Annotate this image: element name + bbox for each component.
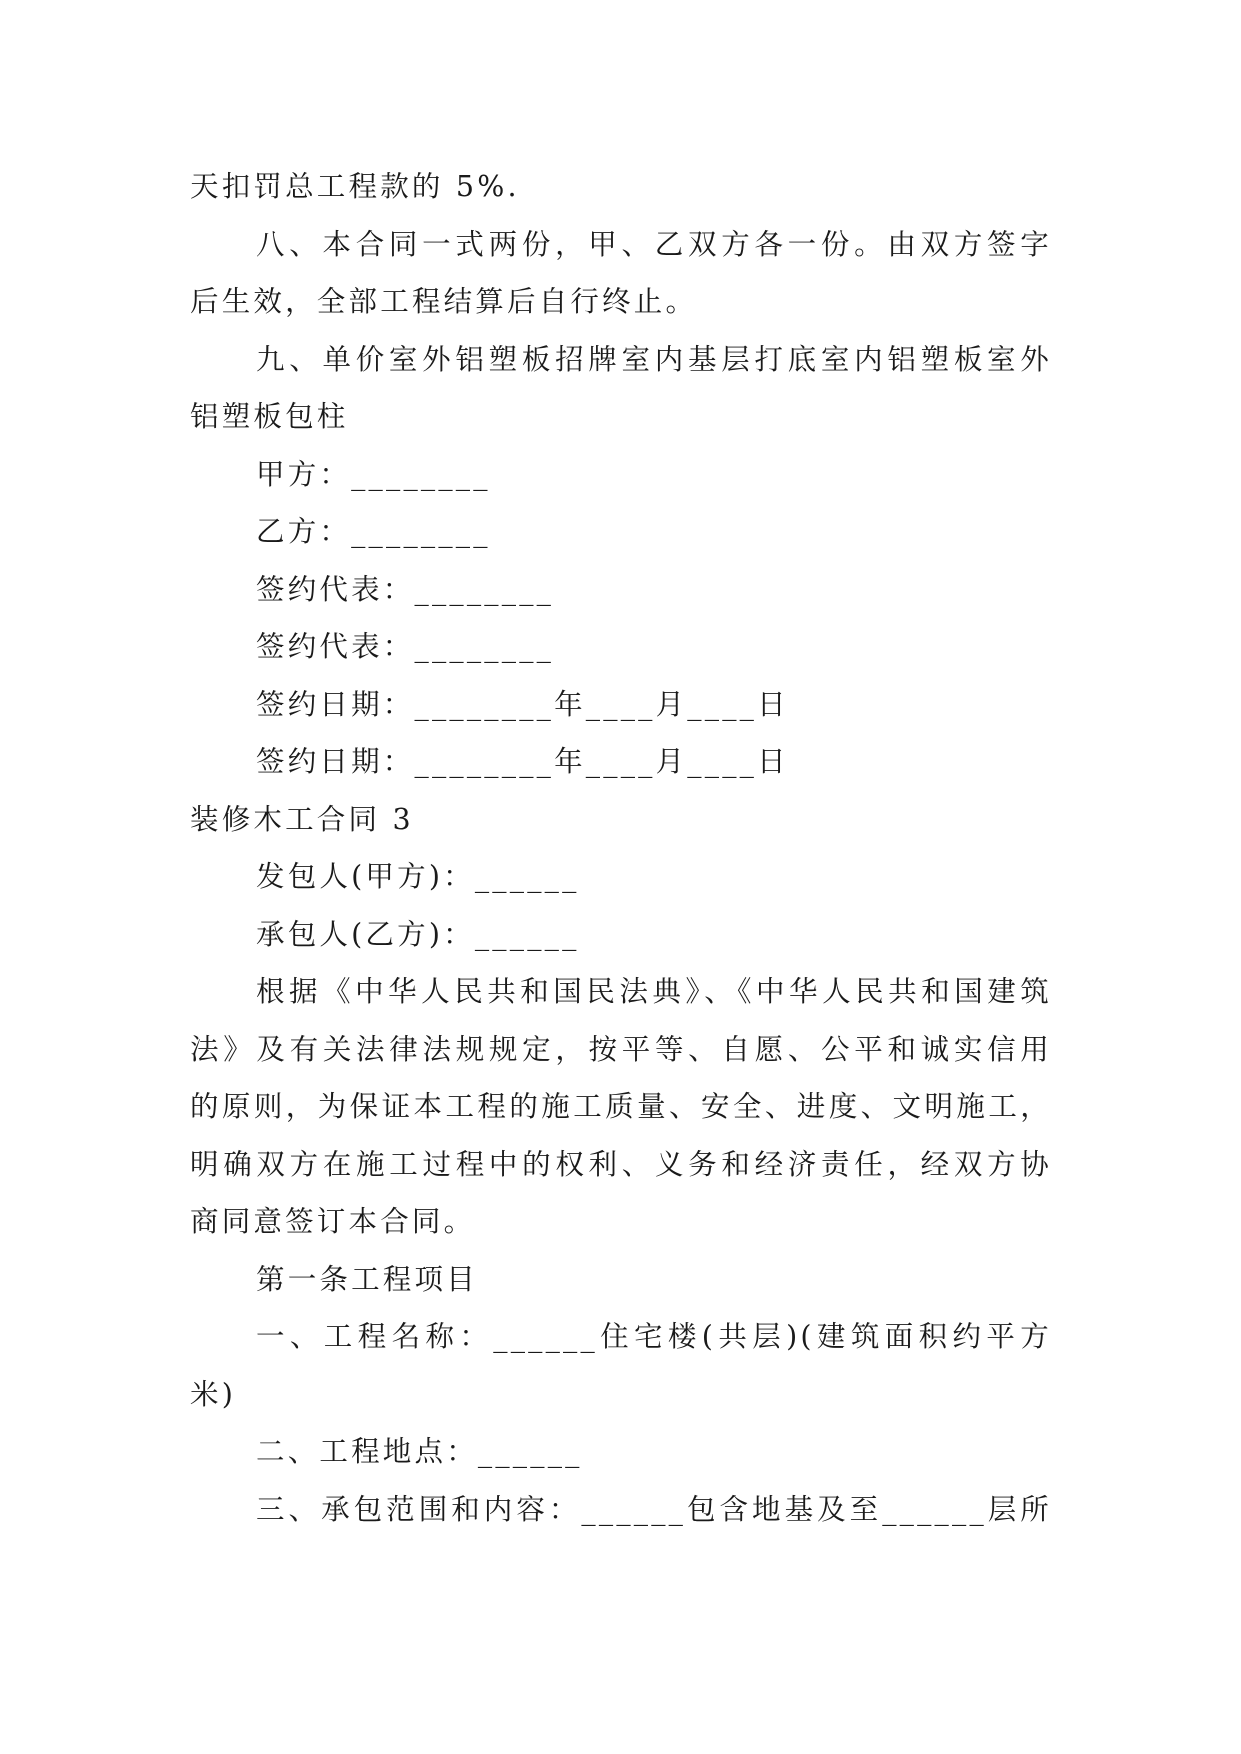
text-line: 甲方：________: [256, 457, 491, 491]
text-line: 米): [190, 1377, 237, 1411]
text-line: 天扣罚总工程款的 5%.: [190, 170, 520, 203]
text-line: 商同意签订本合同。: [190, 1205, 476, 1238]
text-line: 根据《中华人民共和国民法典》、《中华人民共和国建筑: [256, 975, 1052, 1008]
text-line: 二、工程地点：______: [256, 1435, 583, 1468]
text-line: 法》及有关法律法规规定，按平等、自愿、公平和诚实信用: [190, 1032, 1052, 1066]
document-page: [190, 158, 1052, 1538]
text-line: 第一条工程项目: [256, 1262, 478, 1296]
text-line: 后生效，全部工程结算后自行终止。: [190, 285, 698, 318]
text-line: 铝塑板包柱: [190, 400, 349, 433]
text-line: 八、本合同一式两份，甲、乙双方各一份。由双方签字: [256, 227, 1052, 261]
text-line: 明确双方在施工过程中的权利、义务和经济责任，经双方协: [190, 1147, 1052, 1181]
text-line: 九、单价室外铝塑板招牌室内基层打底室内铝塑板室外: [256, 342, 1052, 376]
text-line: 的原则，为保证本工程的施工质量、安全、进度、文明施工，: [190, 1090, 1052, 1123]
text-line: 发包人(甲方)：______: [256, 860, 580, 893]
text-line: 签约代表：________: [256, 572, 555, 606]
text-line: 三、承包范围和内容：______包含地基及至______层所: [256, 1492, 1052, 1526]
text-line: 乙方：________: [256, 515, 491, 548]
text-line: 承包人(乙方)：______: [256, 917, 580, 951]
text-line: 装修木工合同 3: [190, 802, 414, 836]
text-line: 一、工程名称：______住宅楼(共层)(建筑面积约平方: [256, 1320, 1052, 1353]
text-line: 签约代表：________: [256, 630, 555, 663]
text-line: 签约日期：________年____月____日: [256, 745, 789, 778]
text-line: 签约日期：________年____月____日: [256, 687, 789, 721]
